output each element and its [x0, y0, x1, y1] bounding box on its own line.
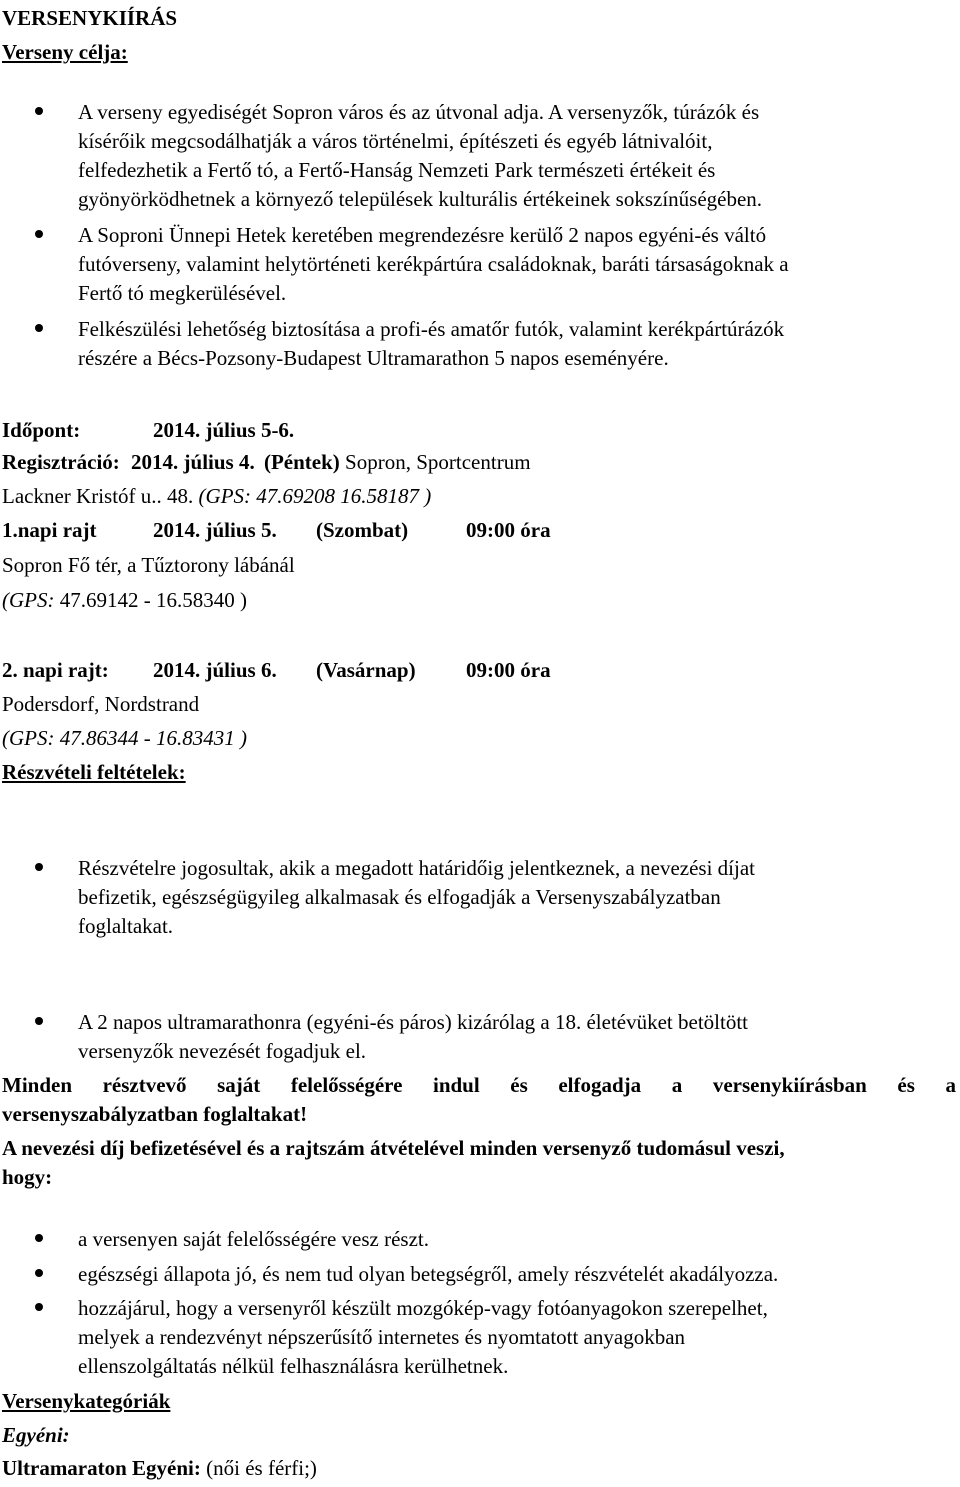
ultra-line — [2, 1458, 317, 1479]
acknowledge-line: hogy: — [2, 1165, 53, 1189]
day2-time: 09:00 óra — [466, 658, 551, 682]
list-item-line: egészségi állapota jó, és nem tud olyan betegségről, amely részvételét akadályozza. — [78, 1262, 779, 1286]
day2-label: 2. napi rajt: — [2, 658, 109, 682]
day2-date: 2014. július 6. — [153, 658, 277, 682]
registration-day: (Péntek) — [263, 450, 340, 474]
list-item-line: hozzájárul, hogy a versenyről készült mozgókép-vagy fotóanyagokon szerepelhet, — [78, 1296, 768, 1320]
list-item-line: foglaltakat. — [78, 914, 174, 938]
date-label: Időpont: — [2, 418, 81, 442]
list-item-line: Fertő tó megkerülésével. — [78, 281, 287, 305]
day2-day: (Vasárnap) — [316, 658, 416, 682]
list-item-line: melyek a rendezvényt népszerűsítő internetes és nyomtatott anyagokban — [78, 1325, 686, 1349]
registration-gps: (GPS: 47.69208 16.58187 ) — [198, 484, 432, 508]
day1-time: 09:00 óra — [466, 518, 551, 542]
bullet — [35, 230, 43, 238]
day1-day: (Szombat) — [316, 518, 409, 542]
bullet — [35, 1303, 43, 1311]
day1-gps-line — [2, 590, 247, 611]
list-item-line: A Soproni Ünnepi Hetek keretében megrendezésre kerülő 2 napos egyéni-és váltó — [78, 223, 767, 247]
list-item-line: ellenszolgáltatás nélkül felhasználásra kerülhetnek. — [78, 1354, 509, 1378]
day1-label: 1.napi rajt — [2, 518, 97, 542]
list-item-line: gyönyörködhetnek a környező települések kulturális értékeinek sokszínűségében. — [78, 187, 763, 211]
list-item-line: kísérőik megcsodálhatják a város történelmi, építészeti és egyéb látnivalóit, — [78, 129, 713, 153]
bullet — [35, 1017, 43, 1025]
list-item-line: versenyzők nevezését fogadjuk el. — [78, 1039, 367, 1063]
list-item-line: Felkészülési lehetőség biztosítása a profi-és amatőr futók, valamint kerékpártúrázók — [78, 317, 785, 341]
list-item-line: A verseny egyediségét Sopron város és az útvonal adja. A versenyzők, túrázók és — [78, 100, 760, 124]
list-item-line: részére a Bécs-Pozsony-Budapest Ultramarathon 5 napos eseményére. — [78, 346, 669, 370]
registration-label: Regisztráció: — [2, 450, 120, 474]
ultra-note: (női és férfi;) — [206, 1456, 317, 1480]
day1-gps-label: (GPS: — [2, 588, 55, 612]
ultra-label: Ultramaraton Egyéni: — [2, 1456, 201, 1480]
bullet — [35, 1234, 43, 1242]
list-item-line: A 2 napos ultramarathonra (egyéni-és páros) kizárólag a 18. életévüket betöltött — [78, 1010, 749, 1034]
day2-gps: (GPS: 47.86344 - 16.83431 ) — [2, 726, 247, 750]
bullet — [35, 863, 43, 871]
conditions-heading: Részvételi feltételek: — [2, 760, 186, 784]
list-item-line: futóverseny, valamint helytörténeti kerékpártúra családoknak, baráti társaságoknak a — [78, 252, 789, 276]
day2-place: Podersdorf, Nordstrand — [2, 692, 200, 716]
goal-heading: Verseny célja: — [2, 40, 128, 64]
list-item-line: Részvételre jogosultak, akik a megadott határidőig jelentkeznek, a nevezési díjat — [78, 856, 755, 880]
categories-heading: Versenykategóriák — [2, 1389, 171, 1413]
bullet — [35, 107, 43, 115]
list-item-line: a versenyen saját felelősségére vesz részt. — [78, 1227, 429, 1251]
registration-line — [2, 452, 531, 473]
list-item-line: befizetik, egészségügyileg alkalmasak és elfogadják a Versenyszabályzatban — [78, 885, 721, 909]
acknowledge-line: A nevezési díj befizetésével és a rajtszám átvételével minden versenyző tudomásul veszi, — [2, 1136, 785, 1160]
registration-address-line — [2, 486, 431, 507]
bullet — [35, 1269, 43, 1277]
day1-place: Sopron Fő tér, a Tűztorony lábánál — [2, 553, 295, 577]
registration-address: Lackner Kristóf u.. 48. — [2, 484, 194, 508]
registration-date: 2014. július 4. — [131, 450, 255, 474]
responsibility-line: versenyszabályzatban foglaltakat! — [2, 1102, 308, 1126]
day1-gps-value: 47.69142 - 16.58340 ) — [59, 588, 247, 612]
day1-date: 2014. július 5. — [153, 518, 277, 542]
individual-label: Egyéni: — [2, 1423, 70, 1447]
date-value: 2014. július 5-6. — [153, 418, 295, 442]
responsibility-line: Minden résztvevő saját felelősségére indul és elfogadja a versenykiírásban és a — [2, 1073, 956, 1097]
bullet — [35, 324, 43, 332]
document-title: VERSENYKIÍRÁS — [2, 6, 178, 30]
registration-place: Sopron, Sportcentrum — [345, 450, 531, 474]
list-item-line: felfedezhetik a Fertő tó, a Fertő-Hanság Nemzeti Park természeti értékeit és — [78, 158, 716, 182]
